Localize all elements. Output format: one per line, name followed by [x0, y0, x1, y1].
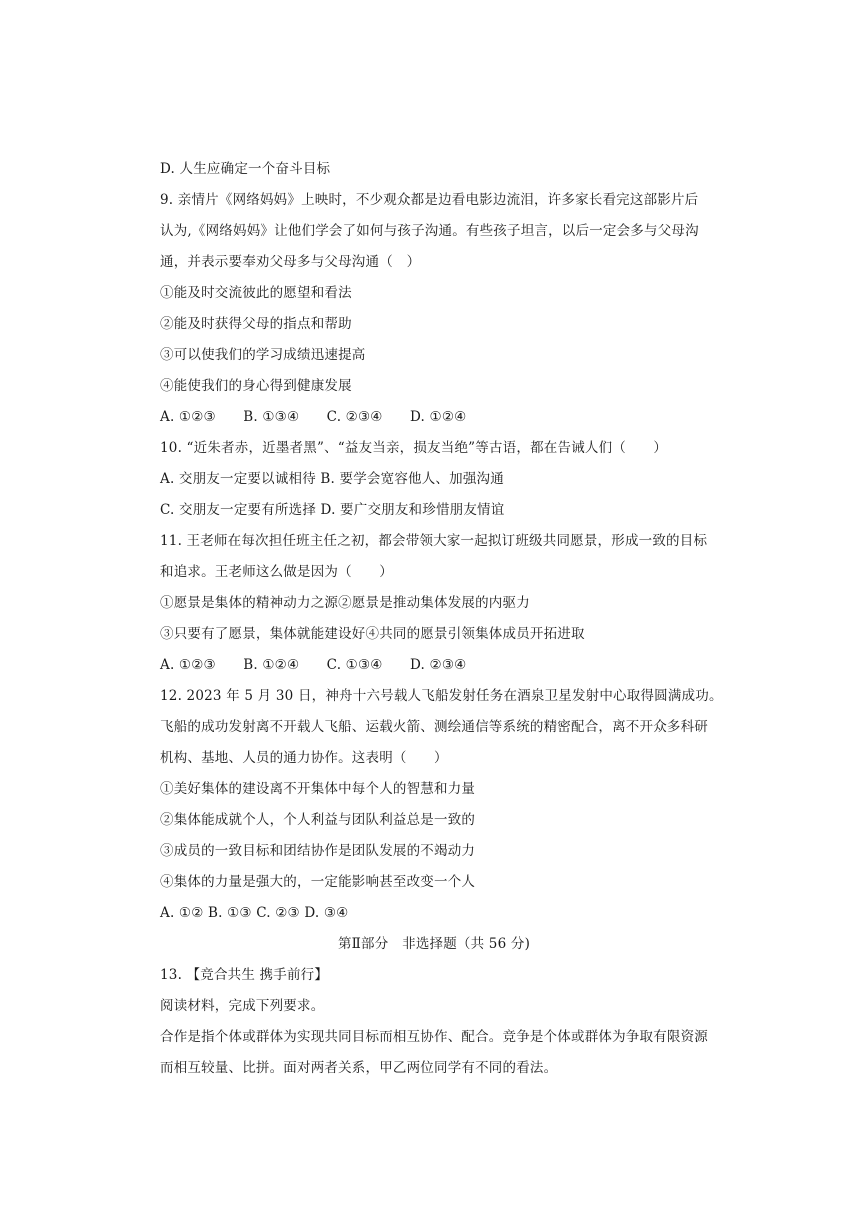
- question-13-title: 13. 【竞合共生 携手前行】: [160, 967, 329, 983]
- question-12-item-1: ①美好集体的建设离不开集体中每个人的智慧和力量: [160, 781, 476, 797]
- question-11-stem: 11. 王老师在每次担任班主任之初，都会带领大家一起拟订班级共同愿景，形成一致的目标: [160, 533, 708, 549]
- question-10-options-cd: C. 交朋友一定要有所选择 D. 要广交朋友和珍惜朋友情谊: [160, 502, 505, 518]
- question-9-item-4: ④能使我们的身心得到健康发展: [160, 378, 352, 394]
- question-12-item-3: ③成员的一致目标和团结协作是团队发展的不竭动力: [160, 843, 476, 859]
- question-11-items-34: ③只要有了愿景，集体就能建设好④共同的愿景引领集体成员开拓进取: [160, 626, 585, 642]
- question-10-options-ab: A. 交朋友一定要以诚相待 B. 要学会宽容他人、加强沟通: [160, 471, 504, 487]
- question-12-item-2: ②集体能成就个人，个人利益与团队利益总是一致的: [160, 812, 476, 828]
- question-12-options: A. ①② B. ①③ C. ②③ D. ③④: [160, 905, 349, 921]
- option-d-line: D. 人生应确定一个奋斗目标: [160, 161, 331, 177]
- question-9-item-2: ②能及时获得父母的指点和帮助: [160, 316, 352, 332]
- question-13-material: 合作是指个体或群体为实现共同目标而相互协作、配合。竞争是个体或群体为争取有限资源: [160, 1029, 708, 1045]
- question-9-stem: 9. 亲情片《网络妈妈》上映时，不少观众都是边看电影边流泪，许多家长看完这部影片后: [160, 192, 699, 208]
- question-9-item-1: ①能及时交流彼此的愿望和看法: [160, 285, 352, 301]
- question-13-instruction: 阅读材料，完成下列要求。: [160, 998, 325, 1014]
- question-10-stem: 10. “近朱者赤，近墨者黑”、“益友当亲，损友当绝”等古语，都在告诫人们（ ）: [160, 440, 668, 456]
- question-9-item-3: ③可以使我们的学习成绩迅速提高: [160, 347, 366, 363]
- question-12-stem-end: 机构、基地、人员的通力协作。这表明（ ）: [160, 750, 448, 766]
- question-11-items-12: ①愿景是集体的精神动力之源②愿景是推动集体发展的内驱力: [160, 595, 530, 611]
- question-12-item-4: ④集体的力量是强大的，一定能影响甚至改变一个人: [160, 874, 476, 890]
- question-9-stem-end: 通，并表示要奉劝父母多与父母沟通（ ）: [160, 254, 421, 270]
- question-11-stem-end: 和追求。王老师这么做是因为（ ）: [160, 564, 393, 580]
- section-heading: 第Ⅱ部分 非选择题（共 56 分): [337, 936, 531, 952]
- question-13-material-cont: 而相互较量、比拼。面对两者关系，甲乙两位同学有不同的看法。: [160, 1060, 558, 1076]
- question-12-stem-cont: 飞船的成功发射离不开载人飞船、运载火箭、测绘通信等系统的精密配合，离不开众多科研: [160, 719, 708, 735]
- question-9-stem-cont: 认为,《网络妈妈》让他们学会了如何与孩子沟通。有些孩子坦言，以后一定会多与父母沟: [160, 223, 699, 239]
- question-9-options: A. ①②③ B. ①③④ C. ②③④ D. ①②④: [160, 409, 467, 425]
- question-12-stem: 12. 2023 年 5 月 30 日，神舟十六号载人飞船发射任务在酒泉卫星发射中心取得圆满成功。: [160, 688, 723, 704]
- question-11-options: A. ①②③ B. ①②④ C. ①③④ D. ②③④: [160, 657, 467, 673]
